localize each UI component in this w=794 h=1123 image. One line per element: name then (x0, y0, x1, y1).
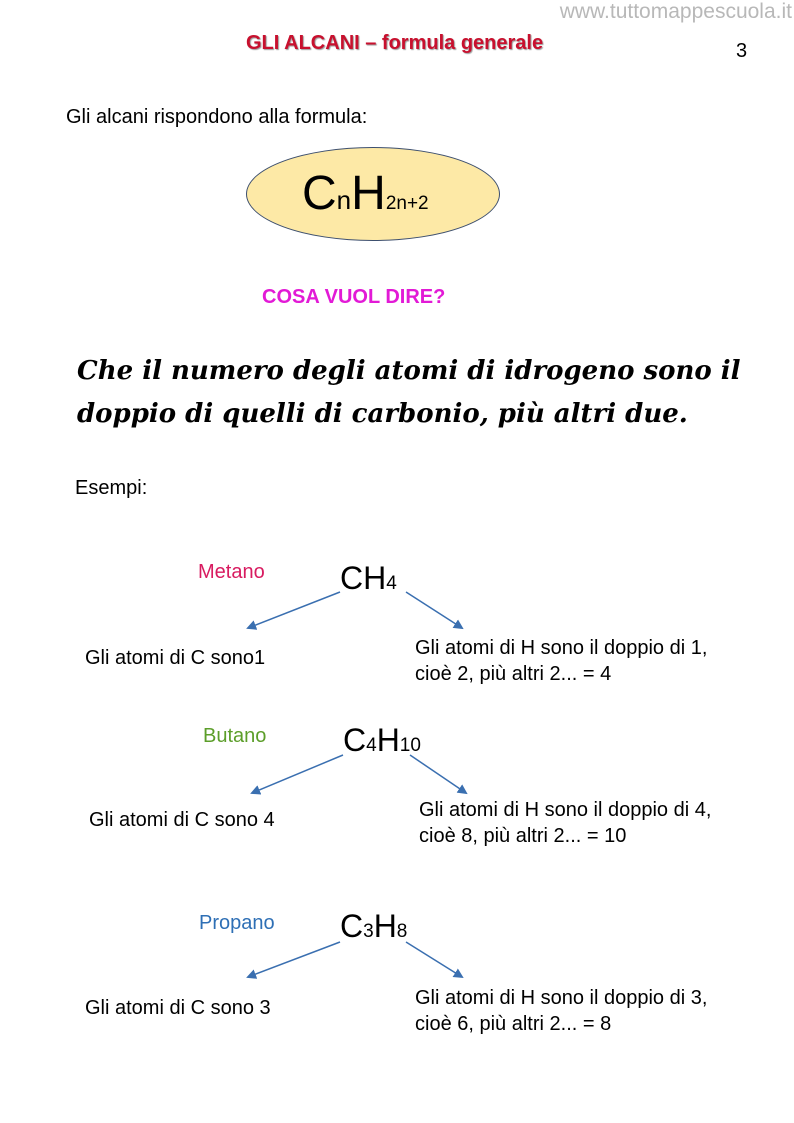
formula-subscript: 10 (399, 735, 421, 756)
question-heading: COSA VUOL DIRE? (262, 286, 446, 308)
formula-part: H (376, 722, 400, 758)
arrow-left-butano (252, 755, 343, 793)
formula-subscript: 4 (386, 573, 397, 594)
right-line-1: Gli atomi di H sono il doppio di 3, (415, 987, 708, 1009)
page-title: GLI ALCANI – formula generale (246, 32, 544, 54)
example-name-metano: Metano (198, 561, 265, 583)
formula-subscript: 4 (366, 735, 377, 756)
website-url: www.tuttomappescuola.it (559, 0, 792, 23)
formula-h: H (351, 167, 386, 220)
right-line-2: cioè 6, più altri 2... = 8 (415, 1013, 612, 1035)
explanation-text: Che il numero degli atomi di idrogeno sono il doppio di quelli di carbonio, più altri due. (77, 356, 741, 429)
arrow-left-metano (248, 592, 340, 628)
formula-part: C (343, 722, 367, 758)
intro-text: Gli alcani rispondono alla formula: (66, 106, 368, 128)
example-left-text-butano: Gli atomi di C sono 4 (89, 809, 275, 831)
example-left-text-metano: Gli atomi di C sono1 (85, 647, 266, 669)
example-name-propano: Propano (199, 912, 275, 934)
example-name-butano: Butano (203, 725, 267, 747)
formula-h-subscript: 2n+2 (385, 193, 429, 214)
arrow-right-metano (406, 592, 462, 628)
example-left-text-propano: Gli atomi di C sono 3 (85, 997, 271, 1019)
right-line-1: Gli atomi di H sono il doppio di 1, (415, 637, 708, 659)
formula-subscript: 3 (363, 921, 374, 942)
formula-part: CH (340, 560, 387, 596)
formula-c: C (302, 167, 337, 220)
arrow-left-propano (248, 942, 340, 977)
arrow-right-butano (410, 755, 466, 793)
examples-label: Esempi: (75, 477, 148, 499)
formula-subscript: 8 (396, 921, 408, 942)
formula-n: n (336, 185, 352, 215)
formula-part: H (373, 908, 397, 944)
arrow-right-propano (406, 942, 462, 977)
page-number: 3 (736, 40, 748, 62)
right-line-1: Gli atomi di H sono il doppio di 4, (419, 799, 712, 821)
formula-part: C (340, 908, 364, 944)
right-line-2: cioè 2, più altri 2... = 4 (415, 663, 612, 685)
right-line-2: cioè 8, più altri 2... = 10 (419, 825, 627, 847)
